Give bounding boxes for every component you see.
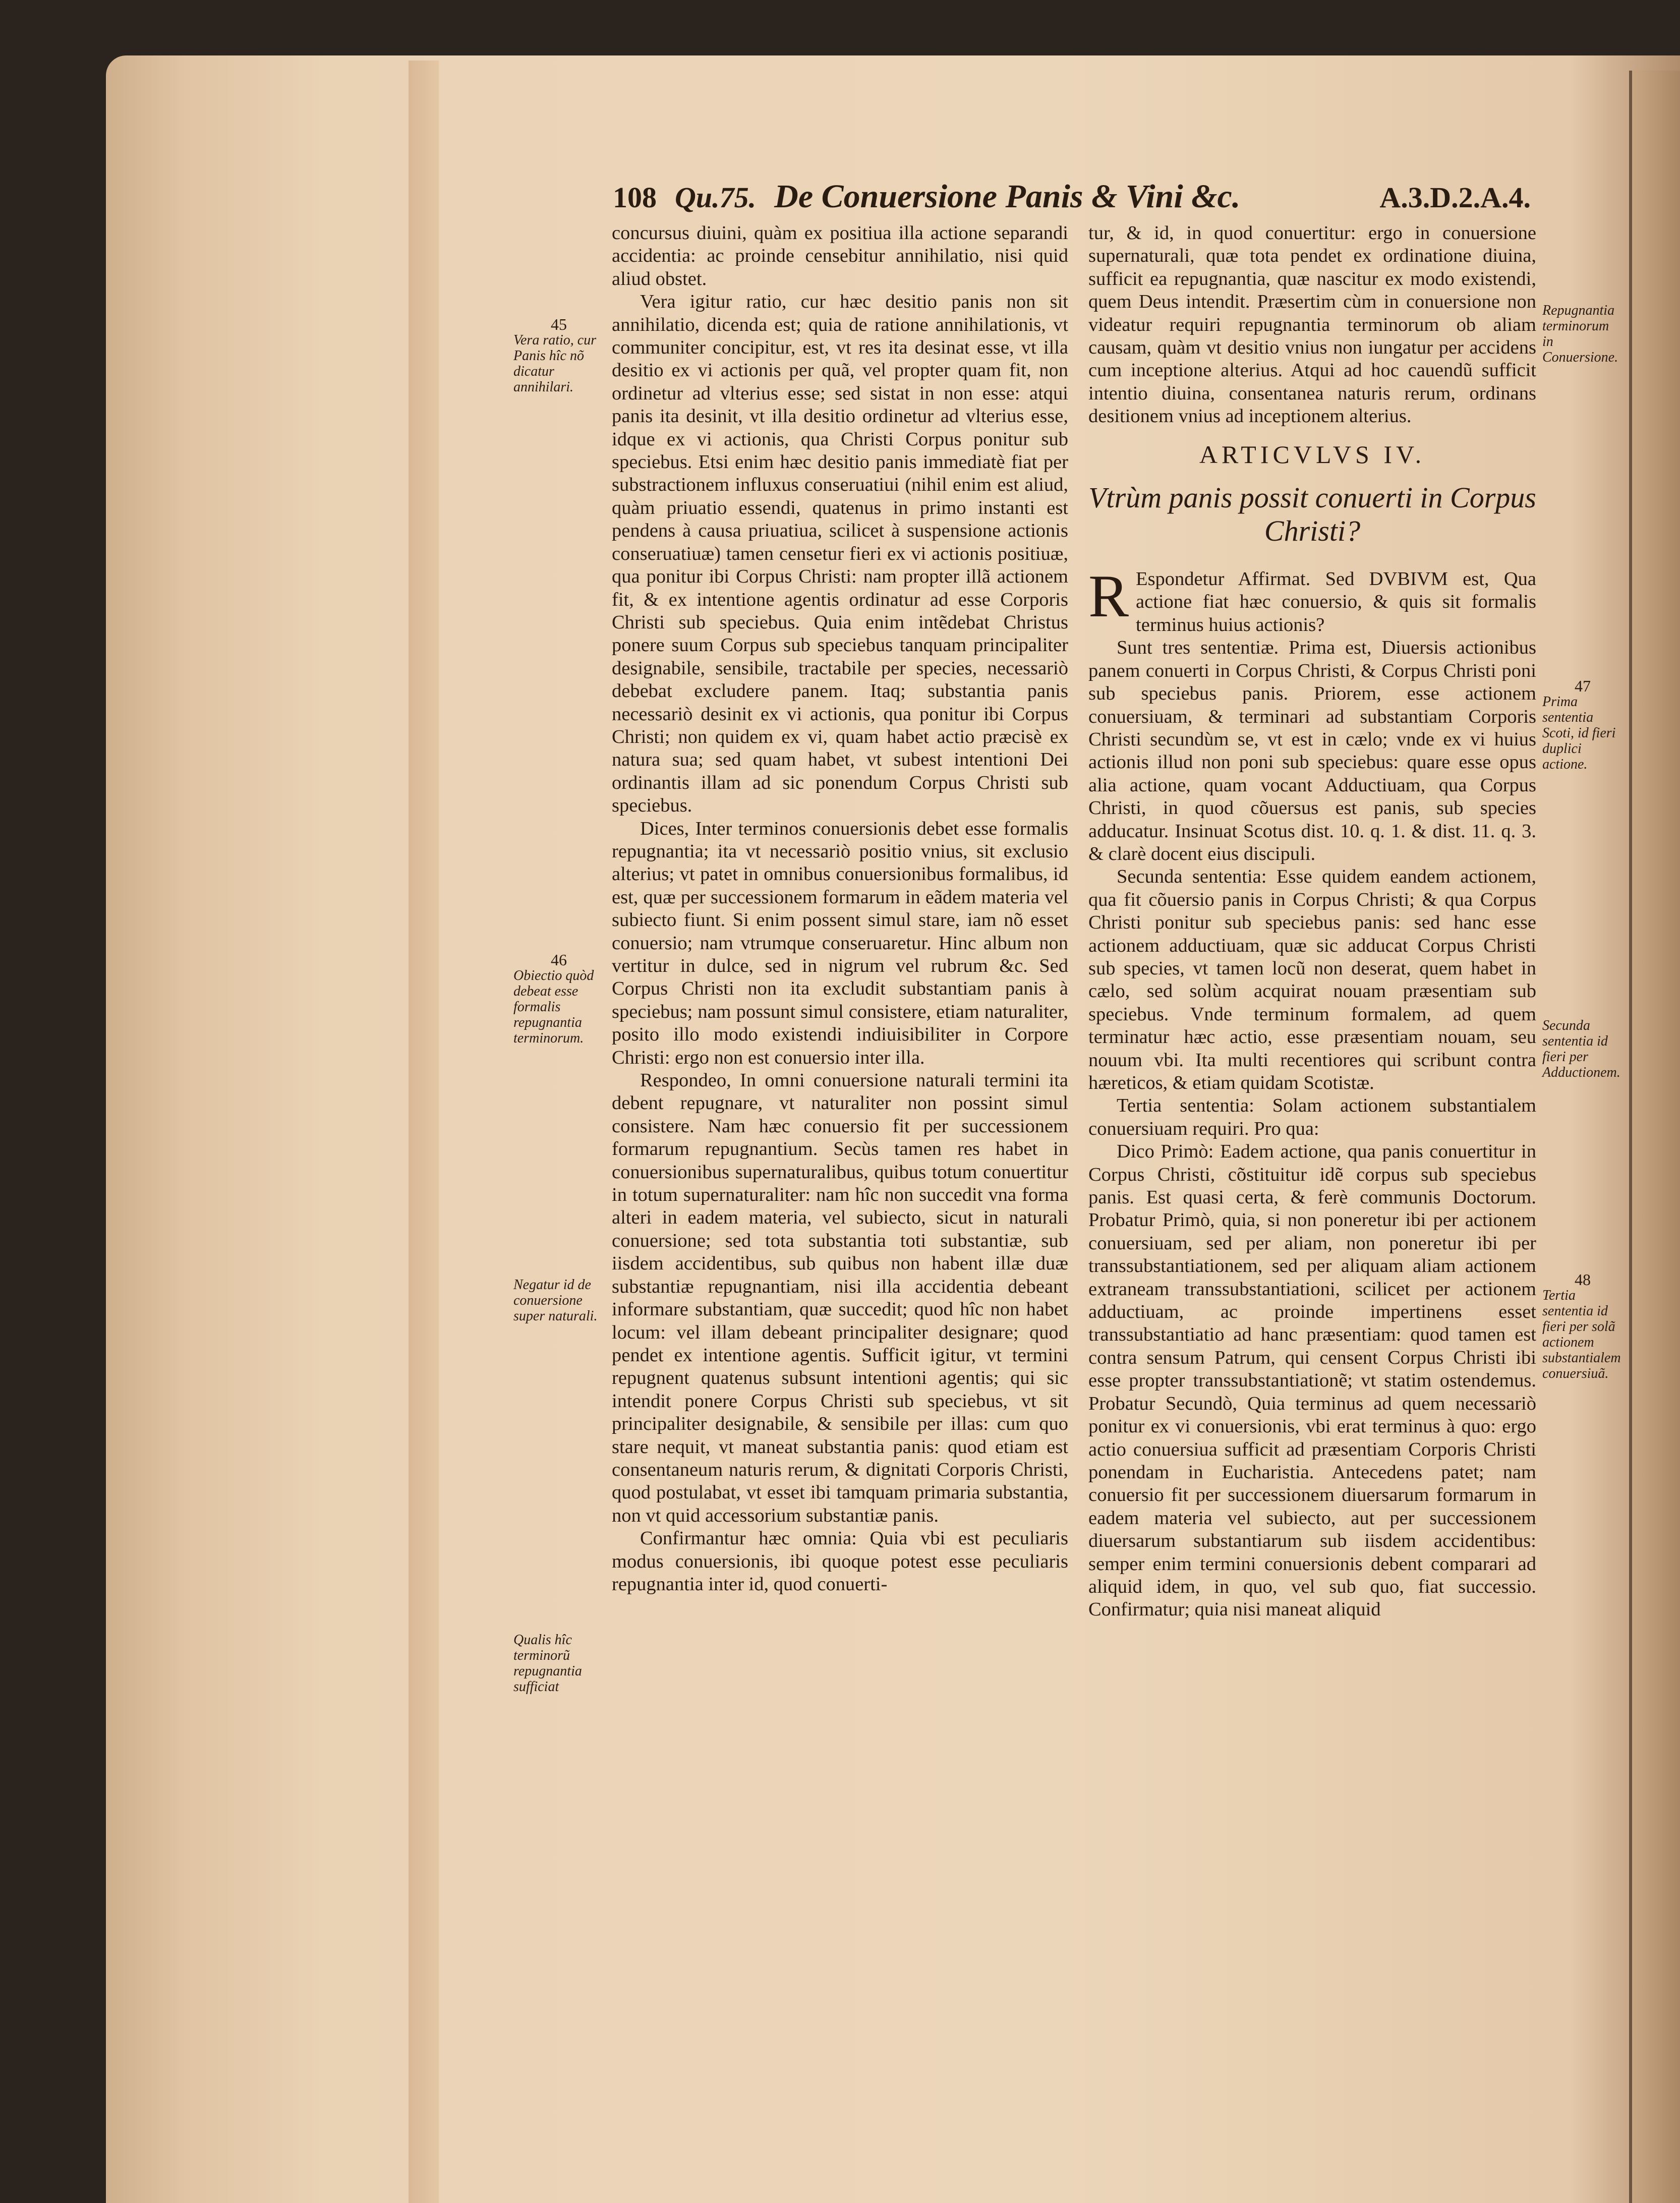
question-ref: Qu.75. — [675, 181, 757, 214]
paragraph: tur, & id, in quod conuertitur: ergo in conuersione supernaturali, quæ tota pendet ex ordinatione diuina, sufficit ea repugnantia, quæ nascitur ex modo existendi, quem Deus intendit. Præsertim cùm in conuersione non videatur requiri repugnantia terminorum ob aliam causam, quàm vt desitio vnius non iungatur per accidens cum inceptione alterius. Atqui ad hoc cauendũ sufficit intentio diuina, consentanea naturis rerum, ordinans desitionem vnius ad inceptionem alterius. — [1088, 222, 1536, 427]
facing-page-edge — [1629, 71, 1680, 2203]
paragraph: Sunt tres sententiæ. Prima est, Diuersis actionibus panem conuerti in Corpus Christi, & Corpus Christi poni sub speciebus panis. Priorem, esse actionem conuersiuam, & terminari ad substantiam Corporis Christi secundùm se, vt est in cælo; vnde ex vi huius actionis illud non poni sub speciebus: quare esse opus alia actione, quam vocant Adductiuam, qua Corpus Christi, in quod cõuersus est panis, sub species adducatur. Insinuat Scotus dist. 10. q. 1. & dist. 11. q. 3. & clarè docent eius discipuli. — [1088, 637, 1536, 864]
opening-text: Espondetur Affirmat. Sed DVBIVM est, Qua actione fiat hæc conuersio, & quis sit formalis terminus huius actionis? — [1136, 568, 1536, 635]
article-title: Vtrùm panis possit conuerti in Corpus Christi? — [1088, 481, 1536, 548]
paragraph: Confirmantur hæc omnia: Quia vbi est peculiaris modus conuersionis, ibi quoque potest esse peculiaris repugnantia inter id, quod conuerti- — [612, 1528, 1068, 1595]
paragraph: concursus diuini, quàm ex positiua illa actione separandi accidentia: ac proinde censebitur annihilatio, nisi quid aliud obstet. — [612, 222, 1068, 289]
margin-note: 45 Vera ratio, cur Panis hîc nõ dicatur annihilari. — [513, 315, 597, 395]
margin-note: 48 Tertia sententia id fieri per solã actionem substantialem conuersiuã. — [1542, 1270, 1621, 1381]
paragraph: Dices, Inter terminos conuersionis debet esse formalis repugnantia; ita vt necessariò positio vnius, sit exclusio alterius; vt patet in omnibus conuersionibus formalibus, id est, quæ per successionem formarum in eãdem materia vel subiecto fiunt. Si enim possent simul stare, iam nõ esset conuersio; nam vtrumque conseruaretur. Hinc album non vertitur in dulce, sed in nigrum vel rubrum &c. Sed Corpus Christi non ita excludit substantiam panis à speciebus; nam possunt simul consistere, etiam naturaliter, posito illo modo existendi indiuisibiliter in Corpore Christi: ergo non est conuersio inter illa. — [612, 818, 1068, 1068]
paragraph: Respondeo, In omni conuersione naturali termini ita debent repugnare, vt naturaliter non possint simul consistere. Nam hæc conuersio fit per successionem formarum repugnantium. Secùs tamen res habet in conuersionibus supernaturalibus, quibus totum conuertitur in totum supernaturaliter: nam hîc non succedit vna forma alteri in eadem materia, vel subiecto, sicut in naturali conuersione; sed tota substantia toti substantiæ, sub iisdem accidentibus, sub quibus non habent illæ duæ substantiæ repugnantiam, nisi illa accidentia debeant informare substantiam, quæ succedit; quod hîc non habet locum: vel illam debeant principaliter designare; quod pendet ex intentione agentis. Sufficit igitur, vt termini repugnent quatenus subsunt intentioni agentis; qui sic intendit ponere Corpus Christi sub speciebus, vt sit principaliter designabile, & sensibile per illas: cum quo stare nequit, vt maneat substantia panis: quod etiam est consentaneum naturis rerum, & dignitati Corporis Christi, quod postulabat, vt esset ibi tamquam primaria substantia, non vt quid accessorium substantiæ panis. — [612, 1070, 1068, 1526]
margin-note: 47 Prima sententia Scoti, id fieri duplici actione. — [1542, 677, 1616, 772]
margin-note: 46 Obiectio quòd debeat esse formalis repugnantia terminorum. — [513, 951, 594, 1046]
margin-note: Repugnantia terminorum in Conuersione. — [1542, 303, 1618, 365]
left-column — [612, 222, 1068, 1596]
running-header — [613, 178, 1531, 223]
article-heading: ARTICVLVS IV. — [1199, 440, 1426, 469]
paragraph: Dico Primò: Eadem actione, qua panis conuertitur in Corpus Christi, cõstituitur idẽ corpus sub speciebus panis. Est quasi certa, & ferè communis Doctorum. Probatur Primò, quia, si non poneretur ibi per actionem conuersiuam, sed per aliam, non poneretur ibi per transsubstantiationem, sed per aliquam aliam actionem extraneam transsubstantiationi, scilicet per actionem adductiuam, ac proinde impertinens esset transsubstantiatio ad hanc præsentiam: quod tamen est contra sensum Patrum, qui censent Corpus Christi ibi esse propter transsubstantiationẽ; vt statim ostendemus. Probatur Secundò, Quia terminus ad quem necessariò ponitur ex vi conuersionis, vbi erat terminus à quo: ergo actio conuersiua sufficit ad præsentiam Corporis Christi ponendam in Eucharistia. Antecedens patet; nam conuersio fit per successionem diuersarum formarum in eadem materia vel subiecto, aut per successionem diuersarum substantiarum sub iisdem accidentibus: semper enim termini conuersionis debent comparari ad aliquid idem, in quo, vel sub quo, fiat successio. Confirmatur; quia nisi maneat aliquid — [1088, 1141, 1536, 1620]
paragraph: Vera igitur ratio, cur hæc desitio panis non sit annihilatio, dicenda est; quia de ratione annihilationis, vt communiter concipitur, est, vt res ita desinat esse, vt illa desitio ex vi actionis per quã, vel propter quam fit, non ordinetur ad vlterius esse; sed sistat in non esse: atqui panis ita desinit, vt illa desitio ordinetur ad vlterius esse, idque ex vi actionis, qua Christi Corpus ponitur sub speciebus. Etsi enim hæc desitio panis immediatè fiat per substractionem influxus conseruatiui (nihil enim est aliud, quàm priuatio essendi, quatenus in primo instanti est pendens à causa priuatiua, scilicet à suspensione actionis conseruatiuæ) tamen censetur fieri ex vi actionis positiuæ, qua ponitur ibi Corpus Christi: nam propter illã actionem fit, & ex intentione agentis ordinatur ad esse Corporis Christi sub speciebus. Quia enim intẽdebat Christus ponere suum Corpus sub speciebus tanquam principaliter designabile, sensibile, tractabile per species, necessariò debebat excludere panem. Itaq; substantia panis necessariò desinit ex vi actionis, qua ponitur ibi Corpus Christi; non quidem ex vi, quam habet actio præcisè ex natura sua; sed quam habet, vt subest intentioni Dei ordinantis illam ad sic ponendum Corpus Christi sub speciebus. — [612, 291, 1068, 817]
right-column — [1088, 222, 1536, 1621]
page-number: 108 — [613, 181, 657, 214]
drop-cap: R — [1088, 562, 1129, 630]
paragraph: Secunda sententia: Esse quidem eandem actionem, qua fit cõuersio panis in Corpus Christi; & qua Corpus Christi ponitur sub speciebus panis: sed hanc esse actionem adductiuam, quæ sic adducat Corpus Christi sub species, vt tamen locũ non deserat, quem habet in cælo, sed solùm acquirat nouam præsentiam sub speciebus. Vnde terminum formalem, ad quem terminatur hæc actio, esse præsentiam nouam, seu nouum vbi. Ita multi recentiores qui scribunt contra hæreticos, & etiam quidam Scotistæ. — [1088, 866, 1536, 1093]
margin-note: Negatur id de conuersione super naturali. — [513, 1277, 598, 1324]
paragraph: Tertia sententia: Solam actionem substantialem conuersiuam requiri. Pro qua: — [1088, 1095, 1536, 1139]
header-title: De Conuersione Panis & Vini &c. — [774, 178, 1241, 215]
margin-note: Secunda sententia id fieri per Adductionem. — [1542, 1018, 1620, 1080]
opening-paragraph — [1088, 562, 1536, 636]
margin-note: Qualis hîc terminorũ repugnantia sufficiat — [513, 1632, 582, 1695]
article-ref: A.3.D.2.A.4. — [1379, 181, 1531, 214]
page-gutter — [409, 61, 439, 2203]
